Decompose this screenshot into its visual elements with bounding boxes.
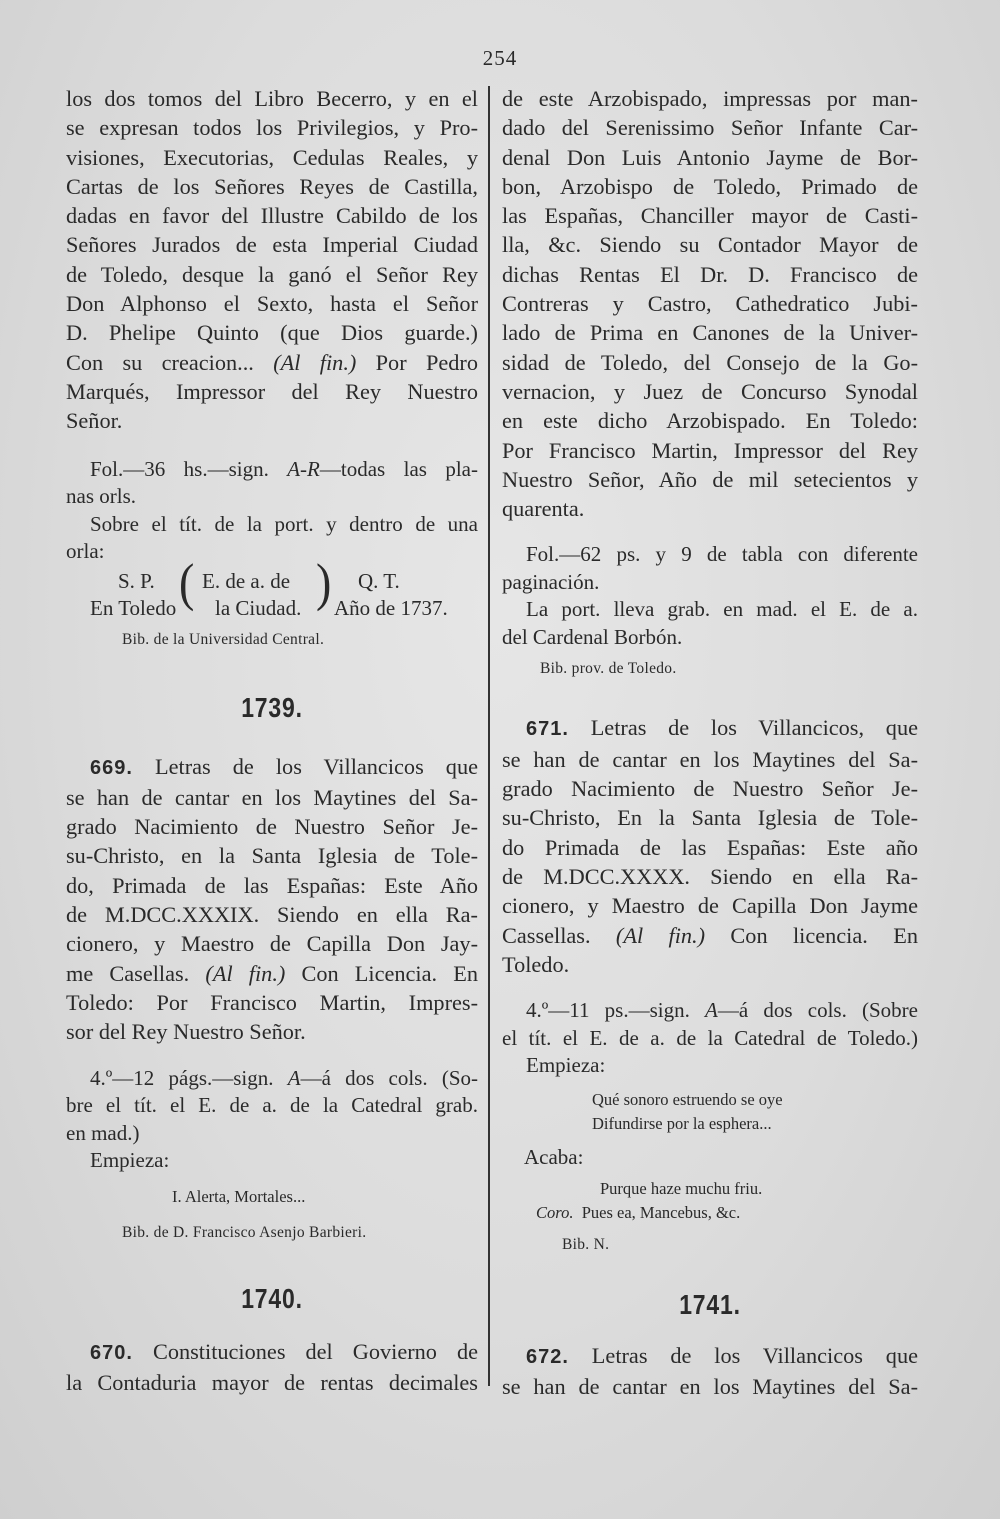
year-heading: 1741. (679, 1289, 741, 1321)
entry-672 (502, 1341, 918, 1402)
text-line: denal Don Luis Antonio Jayme de Bor- (502, 144, 918, 170)
text-line: Sobre el tít. de la port. y dentro de una (90, 511, 478, 536)
left-column (66, 84, 478, 1397)
text-line: en este dicho Arzobispado. En Toledo: (502, 408, 918, 434)
text-run: Con licencia. En (705, 922, 918, 948)
signature-range: A-R (287, 456, 320, 481)
text-line: bon, Arzobispo de Toledo, Primado de (502, 173, 918, 199)
text-line: vernacion, y Juez de Concurso Synodal (502, 378, 918, 404)
year-heading: 1740. (241, 1282, 303, 1314)
text-line (66, 959, 478, 988)
text-run: Con su creacion... (66, 349, 274, 375)
library-location: Bib. prov. de Toledo. (540, 660, 677, 678)
emblem-paren-open: ( (179, 552, 195, 612)
signature-range: A (705, 998, 718, 1023)
text-run: Pues ea, Mancebus, &c. (581, 1203, 741, 1223)
physical-description (502, 997, 918, 1080)
text-line (66, 456, 478, 484)
text-line (502, 921, 918, 950)
library-location: Bib. de D. Francisco Asenjo Barbieri. (122, 1223, 367, 1241)
incipit-label: Empieza: (90, 1148, 170, 1173)
text-line: D. Phelipe Quinto (que Dios guarde.) (66, 320, 478, 346)
text-line: sidad de Toledo, del Consejo de la Go- (502, 349, 918, 375)
text-line: Toledo: Por Francisco Martin, Impres- (66, 989, 478, 1015)
emblem-ea: E. de a. de (202, 568, 291, 593)
verse-line: Qué sonoro estruendo se oye (592, 1089, 783, 1109)
text-line: bre el tít. el E. de a. de la Catedral grab. (66, 1093, 478, 1118)
text-line: la Contaduria mayor de rentas decimales (66, 1369, 478, 1395)
text-line: del Cardenal Borbón. (502, 624, 683, 649)
text-run: Por Pedro (356, 349, 478, 375)
emblem-ciudad: la Ciudad. (215, 595, 302, 620)
text-line (66, 1065, 478, 1093)
physical-description (502, 541, 918, 651)
emblem-paren-close: ) (316, 552, 332, 612)
text-line: Don Alphonso el Sexto, hasta el Señor (66, 291, 478, 317)
emblem-en-toledo: En Toledo (90, 595, 177, 620)
text-line: de Toledo, desque la ganó el Señor Rey (66, 261, 478, 287)
verse-line: I. Alerta, Mortales... (172, 1186, 306, 1206)
text-line: dado del Serenissimo Señor Infante Car- (502, 115, 918, 141)
text-line: do, Primada de las Españas: Este Año (66, 872, 478, 898)
year-heading: 1739. (241, 691, 303, 723)
emblem-inscription (66, 552, 478, 622)
text-run: Letras de los Villancicos que (591, 1343, 918, 1369)
text-line: Nuestro Señor, Año de mil setecientos y (502, 466, 918, 492)
text-run: Letras de los Villancicos que (155, 753, 478, 779)
text-line: en mad.) (66, 1120, 140, 1145)
entry-number: 669. (90, 756, 133, 779)
text-line: paginación. (502, 569, 600, 594)
text-line: cionero, y Maestro de Capilla Don Jayme (502, 893, 918, 919)
text-line: se han de cantar en los Maytines del Sa- (502, 746, 918, 772)
text-line: Señor. (66, 408, 123, 434)
chorus-label: Coro. (536, 1203, 574, 1223)
text-line: el tít. el E. de a. de la Catedral de Toledo.) (502, 1025, 918, 1050)
text-line: de M.DCC.XXXIX. Siendo en ella Ra- (66, 902, 478, 928)
entry-number: 670. (90, 1341, 133, 1364)
text-run: 4.º—11 ps.—sign. (526, 998, 706, 1023)
text-line (66, 348, 478, 377)
library-location: Bib. de la Universidad Central. (122, 630, 325, 648)
verse-line: Difundirse por la esphera... (592, 1113, 772, 1133)
text-run: 4.º—12 págs.—sign. (90, 1065, 288, 1090)
text-run: —á dos cols. (So- (300, 1065, 478, 1090)
text-line: grado Nacimiento de Nuestro Señor Je- (502, 776, 918, 802)
text-run: Fol.—36 hs.—sign. (90, 456, 288, 481)
text-line: lado de Prima en Canones de la Univer- (502, 320, 918, 346)
text-run: Letras de los Villancicos, que (590, 715, 918, 741)
column-divider (488, 86, 490, 1386)
emblem-sp: S. P. (118, 568, 155, 593)
physical-description (66, 1065, 478, 1175)
text-line: Marqués, Impressor del Rey Nuestro (66, 378, 478, 404)
text-line: las Españas, Chanciller mayor de Casti- (502, 203, 918, 229)
text-line: de este Arzobispado, impressas por man- (502, 86, 918, 111)
text-line (502, 713, 918, 744)
entry-continuation (66, 84, 478, 436)
text-run: me Casellas. (66, 960, 206, 986)
text-line: Cartas de los Señores Reyes de Castilla, (66, 173, 478, 199)
text-line: quarenta. (502, 496, 585, 522)
text-line: Contreras y Castro, Cathedratico Jubi- (502, 291, 918, 317)
text-line: sor del Rey Nuestro Señor. (66, 1019, 306, 1045)
entry-670-continuation (502, 84, 918, 523)
text-line: Fol.—62 ps. y 9 de tabla con diferente (526, 542, 918, 567)
text-line: do Primada de las Españas: Este año (502, 834, 918, 860)
colophon-marker: (Al fin.) (615, 922, 706, 948)
text-line: de M.DCC.XXXX. Siendo en ella Ra- (502, 863, 918, 889)
text-line: se han de cantar en los Maytines del Sa- (66, 784, 478, 810)
physical-description (66, 456, 478, 566)
text-line: se han de cantar en los Maytines del Sa- (502, 1374, 918, 1400)
text-line: orla: (66, 539, 105, 564)
text-line: los dos tomos del Libro Becerro, y en el (66, 86, 478, 111)
emblem-ano: Año de 1737. (334, 595, 448, 620)
text-line: Toledo. (502, 951, 570, 977)
text-line: visiones, Executorias, Cedulas Reales, y (66, 144, 478, 170)
text-line (66, 1337, 478, 1368)
text-line (66, 752, 478, 783)
text-line: cionero, y Maestro de Capilla Don Jay- (66, 931, 478, 957)
verse-line (502, 1201, 918, 1225)
signature-range: A (287, 1065, 301, 1090)
text-line: grado Nacimiento de Nuestro Señor Je- (66, 814, 478, 840)
text-line: nas orls. (66, 484, 136, 509)
verse-line: Purque haze muchu friu. (600, 1179, 763, 1199)
right-column (502, 84, 918, 1402)
text-line (502, 1341, 918, 1372)
page-number: 254 (482, 46, 518, 70)
text-line: dichas Rentas El Dr. D. Francisco de (502, 261, 918, 287)
entry-number: 671. (526, 718, 569, 741)
explicit-label: Acaba: (524, 1144, 584, 1169)
text-run: Constituciones del Govierno de (152, 1338, 479, 1364)
text-run: —todas las pla- (319, 456, 478, 481)
text-run: Con Licencia. En (285, 960, 478, 986)
text-line: Por Francisco Martin, Impressor del Rey (502, 437, 918, 463)
emblem-qt: Q. T. (358, 568, 400, 593)
text-line: lla, &c. Siendo su Contador Mayor de (502, 232, 918, 258)
entry-number: 672. (526, 1346, 569, 1369)
text-run: Cassellas. (502, 922, 616, 948)
text-line (502, 997, 918, 1025)
text-line: su-Christo, En la Santa Iglesia de Tole- (502, 805, 918, 831)
text-line: dadas en favor del Illustre Cabildo de los (66, 203, 478, 229)
entry-670 (66, 1337, 478, 1398)
colophon-marker: (Al fin.) (205, 960, 286, 986)
entry-671 (502, 713, 918, 979)
entry-669 (66, 752, 478, 1047)
text-line: La port. lleva grab. en mad. el E. de a. (526, 597, 918, 622)
library-location: Bib. N. (562, 1236, 610, 1254)
colophon-marker: (Al fin.) (273, 349, 357, 375)
incipit-label: Empieza: (526, 1053, 606, 1078)
text-line: se expresan todos los Privilegios, y Pro- (66, 115, 478, 141)
text-run: —á dos cols. (Sobre (717, 998, 918, 1023)
text-line: Señores Jurados de esta Imperial Ciudad (66, 232, 478, 258)
text-line: su-Christo, en la Santa Iglesia de Tole- (66, 843, 478, 869)
